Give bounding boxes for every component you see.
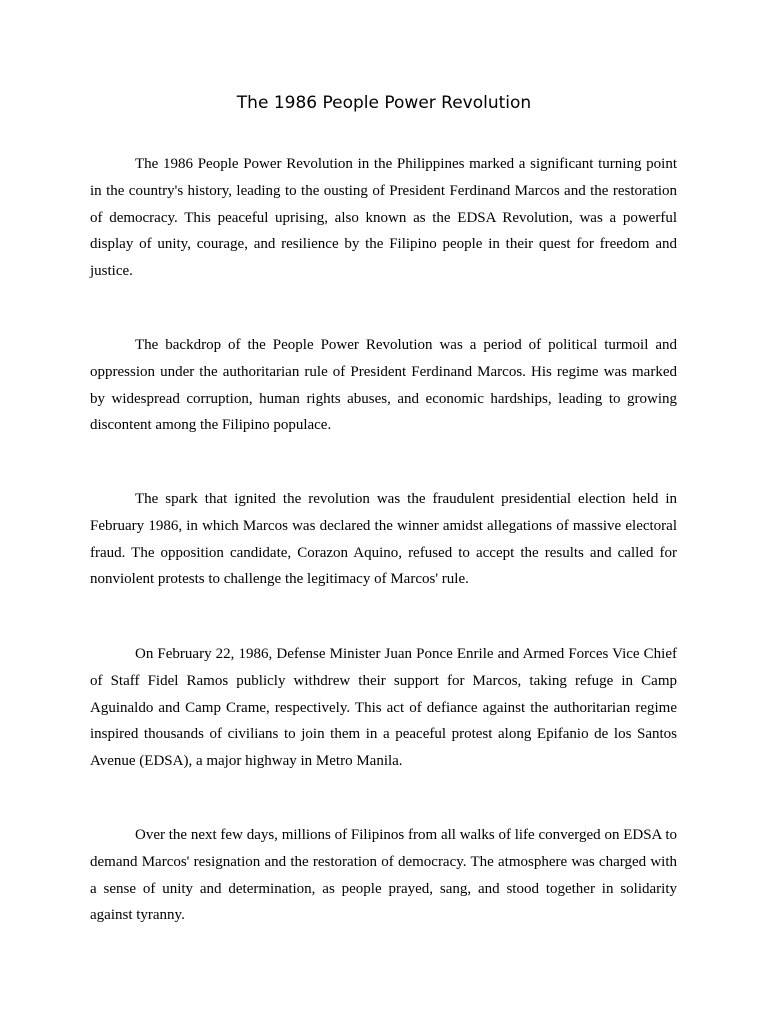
document-title: The 1986 People Power Revolution [236, 93, 532, 113]
paragraph-spark: The spark that ignited the revolution was the fraudulent presidential election held in February 1986, in which Marcos was declared the winner amidst allegations of massive electoral fraud. The opposition candidate, Corazon Aquino, refused to accept the results and called for nonviolent protests to challenge the legitimacy of Marcos' rule. [90, 491, 677, 588]
paragraph-edsa-gathering: Over the next few days, millions of Filipinos from all walks of life converged on EDSA to demand Marcos' resignation and the restoration of democracy. The atmosphere was charged with a sense of unity and determination, as people prayed, sang, and stood together in solidarity against tyranny. [90, 827, 677, 924]
paragraph-defection: On February 22, 1986, Defense Minister Juan Ponce Enrile and Armed Forces Vice Chief of Staff Fidel Ramos publicly withdrew their support for Marcos, taking refuge in Camp Aguinaldo and Camp Crame, respectively. This act of defiance against the authoritarian regime inspired thousands of civilians to join them in a peaceful protest along Epifanio de los Santos Avenue (EDSA), a major highway in Metro Manila. [90, 646, 677, 770]
paragraph-intro: The 1986 People Power Revolution in the Philippines marked a significant turning point in the country's history, leading to the ousting of President Ferdinand Marcos and the restoration of democracy. This peaceful uprising, also known as the EDSA Revolution, was a powerful display of unity, courage, and resilience by the Filipino people in their quest for freedom and justice. [90, 156, 677, 280]
paragraph-backdrop: The backdrop of the People Power Revolution was a period of political turmoil and oppression under the authoritarian rule of President Ferdinand Marcos. His regime was marked by widespread corruption, human rights abuses, and economic hardships, leading to growing discontent among the Filipino populace. [90, 337, 677, 434]
